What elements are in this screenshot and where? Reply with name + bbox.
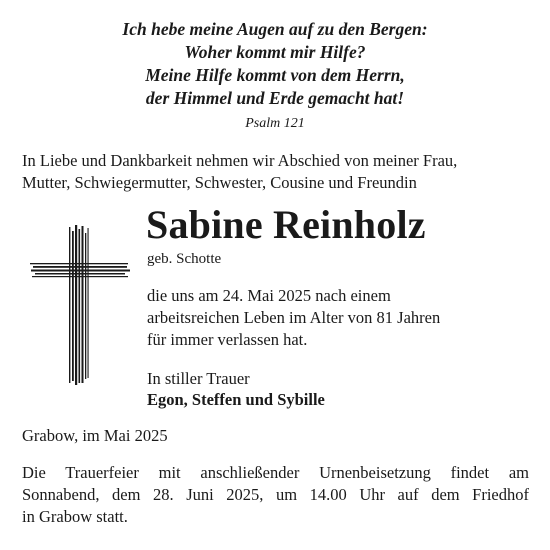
place-date: Grabow, im Mai 2025	[22, 426, 168, 445]
death-notice-line: die uns am 24. Mai 2025 nach einem	[147, 286, 391, 305]
funeral-line: in Grabow statt.	[22, 507, 128, 526]
funeral-details	[22, 462, 529, 528]
bible-verse	[0, 18, 550, 110]
funeral-line: Sonnabend, dem 28. Juni 2025, um 14.00 Uhr auf dem Friedhof	[22, 485, 529, 504]
mourning-intro: In stiller Trauer	[147, 369, 250, 388]
death-notice-line: arbeitsreichen Leben im Alter von 81 Jahren	[147, 308, 441, 327]
intro-line: In Liebe und Dankbarkeit nehmen wir Abschied von meiner Frau,	[22, 151, 458, 170]
death-notice-line: für immer verlassen hat.	[147, 330, 308, 349]
maiden-name: geb. Schotte	[147, 251, 222, 267]
verse-line: Ich hebe meine Augen auf zu den Bergen:	[122, 19, 428, 39]
intro-line: Mutter, Schwiegermutter, Schwester, Cousine und Freundin	[22, 173, 417, 192]
death-notice	[147, 285, 527, 351]
mourners-names: Egon, Steffen und Sybille	[147, 390, 325, 409]
verse-line: der Himmel und Erde gemacht hat!	[145, 88, 405, 108]
verse-source: Psalm 121	[245, 116, 305, 131]
verse-line: Meine Hilfe kommt von dem Herrn,	[145, 65, 405, 85]
cross-icon	[30, 225, 130, 385]
farewell-intro	[22, 150, 532, 194]
verse-line: Woher kommt mir Hilfe?	[184, 42, 366, 62]
funeral-line: Die Trauerfeier mit anschließender Urnenbeisetzung findet am	[22, 463, 529, 482]
deceased-name: Sabine Reinholz	[146, 202, 426, 247]
